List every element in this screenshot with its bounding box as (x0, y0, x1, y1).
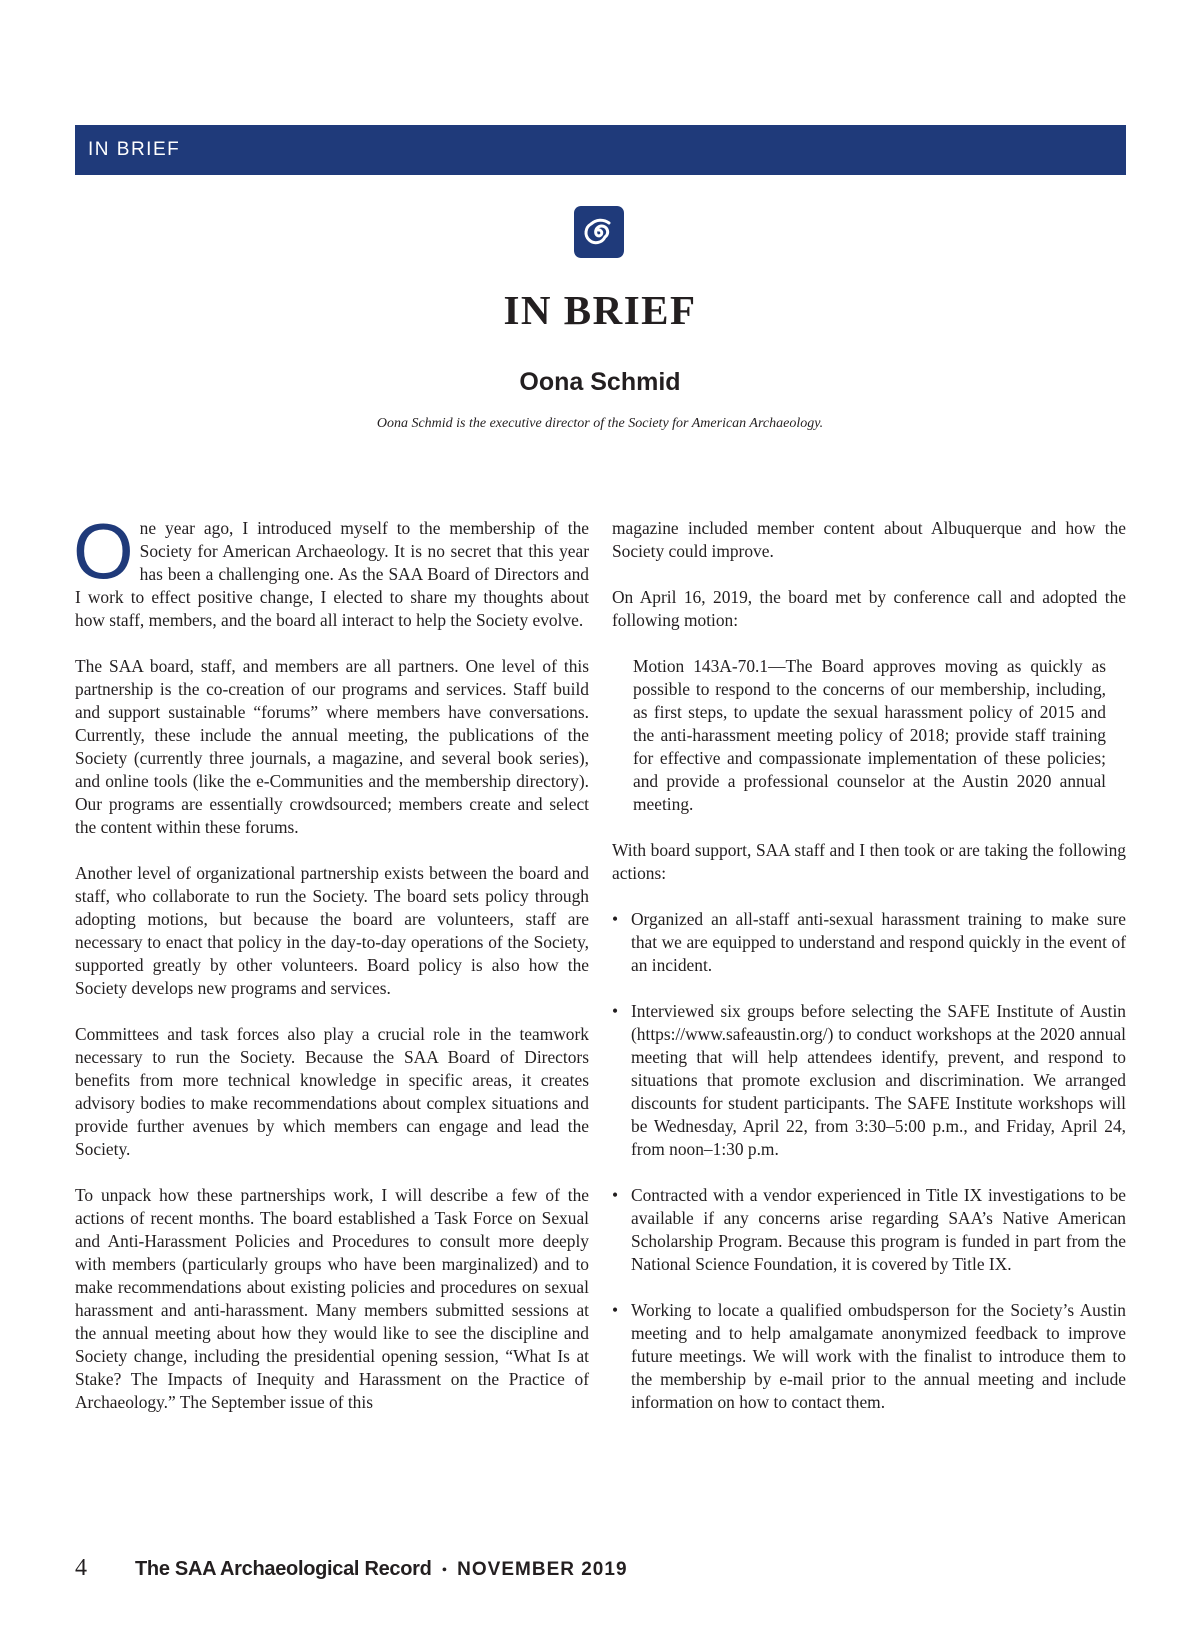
paragraph-8: With board support, SAA staff and I then took or are taking the following actions: (612, 840, 1126, 883)
list-item-text: Working to locate a qualified ombudsperson for the Society’s Austin meeting and to help amalgamate anonymized feedback to improve future meetings. We will work with the finalist to introduce them to the membership by e-mail prior to the annual meeting and include information on how to contact them. (631, 1300, 1126, 1412)
list-item (612, 908, 1126, 977)
actions-list (612, 908, 1126, 1414)
motion-quote: Motion 143A-70.1—The Board approves moving as quickly as possible to respond to the concerns of our membership, including, as first steps, to update the sexual harassment policy of 2015 and the anti-harassment meeting policy of 2018; provide staff training for effective and compassionate implementation of these policies; and provide a professional counselor at the Austin 2020 annual meeting. (633, 656, 1106, 814)
issue-date: NOVEMBER 2019 (457, 1559, 628, 1580)
list-item (612, 1184, 1126, 1276)
list-item (612, 1000, 1126, 1161)
list-item-text: Organized an all-staff anti-sexual harassment training to make sure that we are equipped to understand and respond quickly in the event of an incident. (631, 909, 1126, 975)
paragraph-7: On April 16, 2019, the board met by conference call and adopted the following motion: (612, 587, 1126, 630)
drop-cap: O (73, 507, 134, 595)
paragraph-6: magazine included member content about Albuquerque and how the Society could improve. (612, 518, 1126, 561)
page-number: 4 (75, 1555, 87, 1581)
author-bio: Oona Schmid is the executive director of the Society for American Archaeology. (376, 416, 824, 431)
left-column (73, 507, 589, 1437)
paragraph-1 (73, 507, 589, 632)
list-item-text: Interviewed six groups before selecting the SAFE Institute of Austin (https://www.safeaustin.org/) to conduct workshops at the 2020 annual meeting that will help attendees identify, prevent, and respond to situations that promote exclusion and discrimination. We arranged discounts for student participants. The SAFE Institute workshops will be Wednesday, April 22, from 3:30–5:00 p.m., and Friday, April 24, from noon–1:30 p.m. (631, 1001, 1126, 1159)
journal-name: The SAA Archaeological Record (135, 1558, 432, 1580)
footer-separator: • (441, 1562, 448, 1579)
bullet-icon: • (612, 1001, 619, 1021)
section-banner (75, 125, 1126, 175)
list-item (612, 1299, 1126, 1414)
bullet-icon: • (612, 909, 619, 929)
right-column (612, 517, 1126, 1437)
paragraph-4: Committees and task forces also play a crucial role in the teamwork necessary to run the Society. Because the SAA Board of Directors benefits from more technical knowledge in specific areas, it creates advisory bodies to make recommendations about complex situations and provide further avenues by which members can engage and lead the Society. (75, 1024, 589, 1159)
author-name: Oona Schmid (519, 368, 681, 396)
paragraph-3: Another level of organizational partnership exists between the board and staff, who collaborate to run the Society. The board sets policy through adopting motions, but because the board are volunteers, staff are necessary to enact that policy in the day-to-day operations of the Society, supported greatly by other volunteers. Board policy is also how the Society develops new programs and services. (75, 863, 589, 998)
paragraph-1-text: ne year ago, I introduced myself to the membership of the Society for American Archaeology. It is no secret that this year has been a challenging one. As the SAA Board of Directors and I work to effect positive change, I elected to share my thoughts about how staff, members, and the board all interact to help the Society evolve. (75, 518, 589, 630)
article-title: IN BRIEF (503, 287, 697, 333)
paragraph-5: To unpack how these partnerships work, I will describe a few of the actions of recent months. The board established a Task Force on Sexual and Anti-Harassment Policies and Procedures to consult more deeply with members (particularly groups who have been marginalized) and to make recommendations about existing policies and procedures on sexual harassment and anti-harassment. Many members submitted sessions at the annual meeting about how they would like to see the discipline and Society change, including the presidential opening session, “What Is at Stake? The Impacts of Inequity and Harassment on the Practice of Archaeology.” The September issue of this (75, 1185, 589, 1412)
bullet-icon: • (612, 1300, 619, 1320)
list-item-text: Contracted with a vendor experienced in Title IX investigations to be available if any concerns arise regarding SAA’s Native American Scholarship Program. Because this program is funded in part from the National Science Foundation, it is covered by Title IX. (631, 1185, 1126, 1274)
paragraph-2: The SAA board, staff, and members are all partners. One level of this partnership is the co-creation of our programs and services. Staff build and support sustainable “forums” where members have conversations. Currently, these include the annual meeting, the publications of the Society (currently three journals, a magazine, and several book series), and online tools (like the e-Communities and the membership directory). Our programs are essentially crowdsourced; members create and select the content within these forums. (75, 656, 589, 837)
bullet-icon: • (612, 1185, 619, 1205)
spiral-icon (574, 206, 624, 258)
banner-label: IN BRIEF (88, 139, 181, 160)
page-footer (75, 1555, 628, 1587)
